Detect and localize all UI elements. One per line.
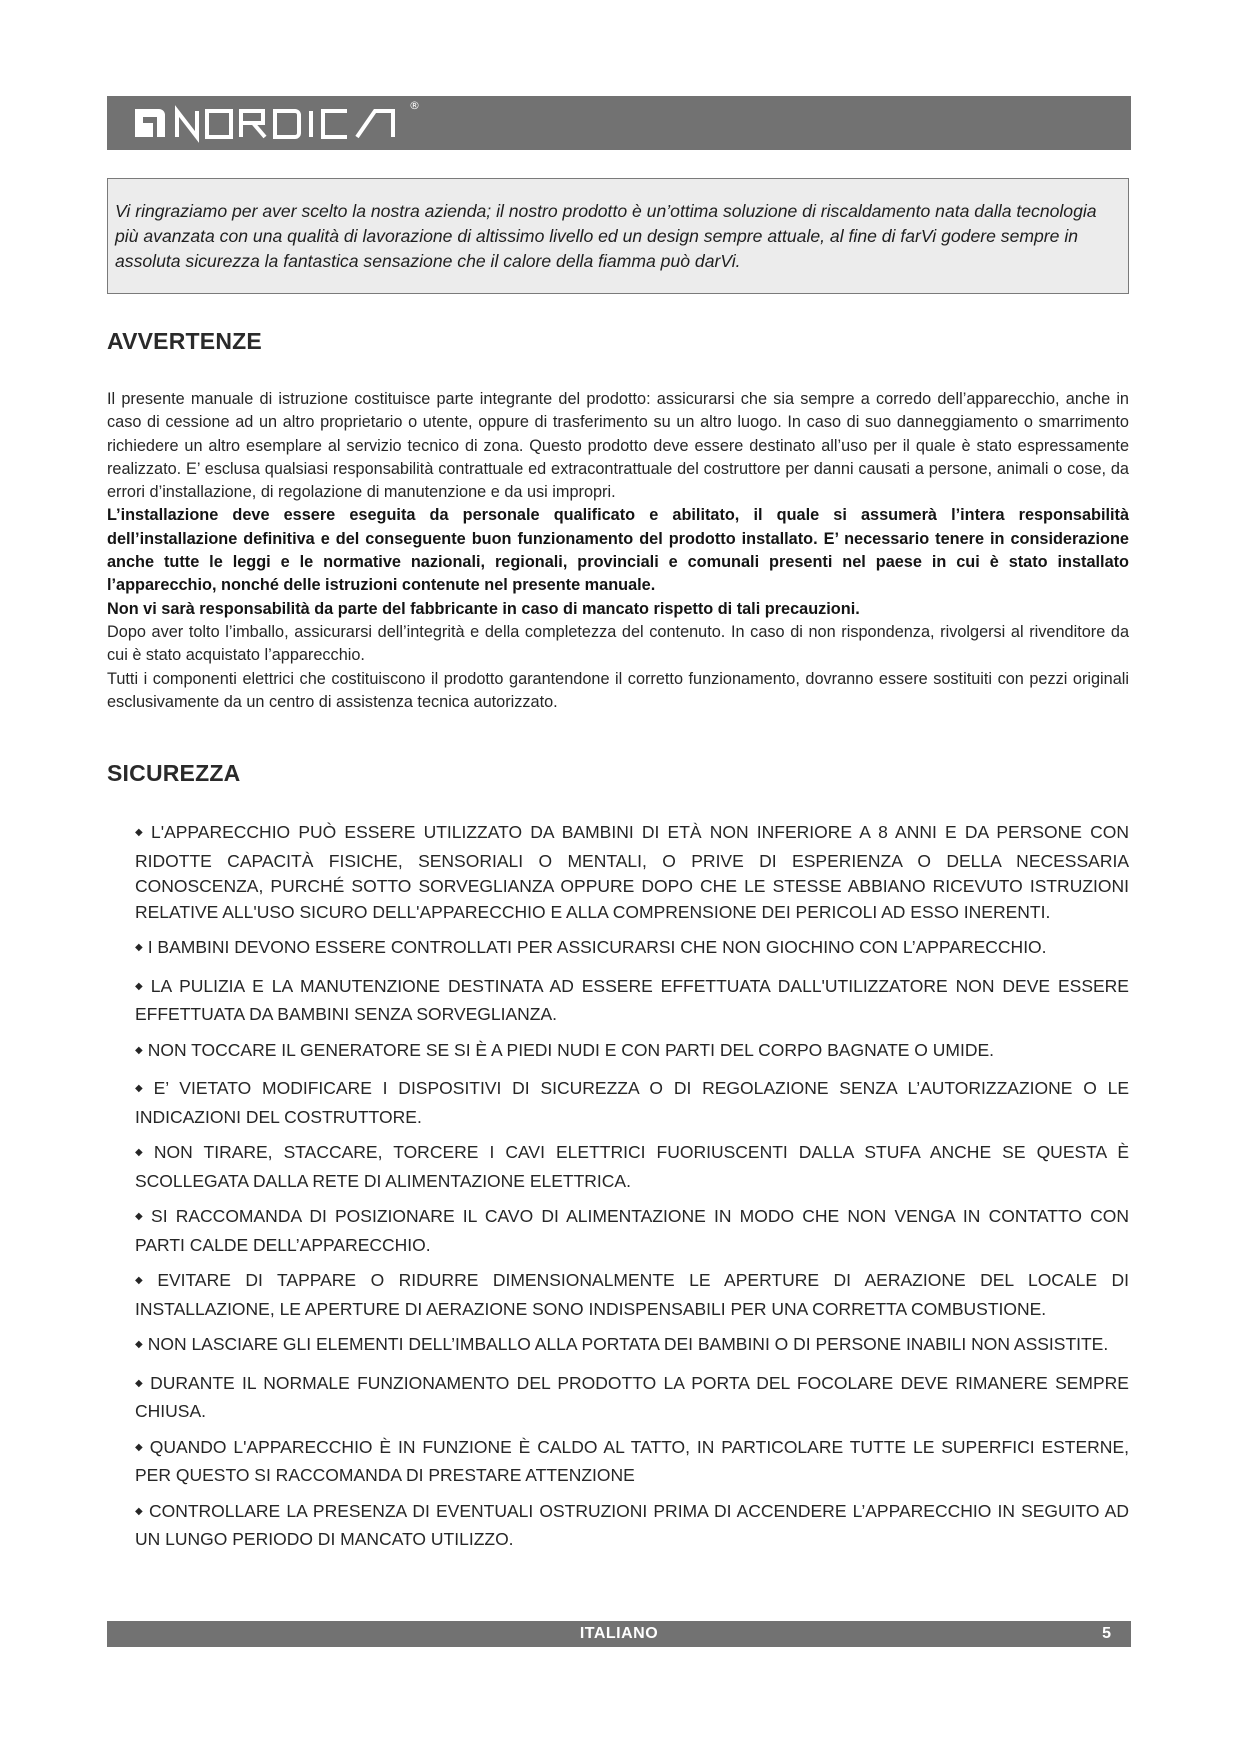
footer-language: ITALIANO: [579, 1625, 659, 1642]
safety-item: ◆ NON LASCIARE GLI ELEMENTI DELL’IMBALLO ALLA PORTATA DEI BAMBINI O DI PERSONE INABILI NON ASSISTITE.: [135, 1334, 1109, 1354]
avvertenze-liability-note: Non vi sarà responsabilità da parte del fabbricante in caso di mancato rispetto di tali precauzioni.: [107, 599, 860, 618]
avvertenze-body: [107, 388, 1129, 714]
diamond-bullet-icon: ◆: [135, 1147, 149, 1158]
diamond-bullet-icon: ◆: [135, 1377, 146, 1389]
safety-item: ◆ I BAMBINI DEVONO ESSERE CONTROLLATI PER ASSICURARSI CHE NON GIOCHINO CON L’APPARECCHIO.: [135, 937, 1047, 957]
safety-item: ◆ LA PULIZIA E LA MANUTENZIONE DESTINATA AD ESSERE EFFETTUATA DALL'UTILIZZATORE NON DEVE ESSERE EFFETTUATA DA BAMBINI SENZA SORVEGLIANZA.: [135, 975, 1129, 1024]
safety-item: ◆ SI RACCOMANDA DI POSIZIONARE IL CAVO DI ALIMENTAZIONE IN MODO CHE NON VENGA IN CONTATTO CON PARTI CALDE DELL’APPARECCHIO.: [135, 1206, 1129, 1255]
safety-item: ◆ QUANDO L'APPARECCHIO È IN FUNZIONE È CALDO AL TATTO, IN PARTICOLARE TUTTE LE SUPERFICI ESTERNE, PER QUESTO SI RACCOMANDA DI PRESTARE ATTENZIONE: [135, 1436, 1129, 1485]
footer-bar: [107, 1621, 1131, 1647]
diamond-bullet-icon: ◆: [135, 942, 143, 953]
page-number: 5: [1102, 1625, 1111, 1642]
intro-text: Vi ringraziamo per aver scelto la nostra azienda; il nostro prodotto è un’ottima soluzione di riscaldamento nata dalla tecnologia più avanzata con una qualità di lavorazione di altissimo livello ed un design sempre attuale, al fine di farVi godere sempre in assoluta sicurezza la fantastica sensazione che il calore della fiamma può darVi.: [115, 201, 1097, 271]
diamond-bullet-icon: ◆: [135, 827, 146, 838]
diamond-bullet-icon: ◆: [135, 1339, 143, 1350]
avvertenze-electrical-note: Tutti i componenti elettrici che costituiscono il prodotto garantendone il corretto funzionamento, dovranno essere sostituiti con pezzi originali esclusivamente da un centro di assistenza tecnica autorizzato.: [107, 669, 1129, 711]
diamond-bullet-icon: ◆: [135, 980, 146, 992]
safety-item: ◆ DURANTE IL NORMALE FUNZIONAMENTO DEL PRODOTTO LA PORTA DEL FOCOLARE DEVE RIMANERE SEMPRE CHIUSA.: [135, 1372, 1129, 1421]
avvertenze-installation-note: L’installazione deve essere eseguita da personale qualificato e abilitato, il quale si assumerà l’intera responsabilità dell’installazione definitiva e del conseguente buon funzionamento del prodotto installato. E’ necessario tenere in considerazione anche tutte le leggi e le normative nazionali, regionali, provinciali e comunali presenti nel paese in cui è stato installato l’apparecchio, nonché delle istruzioni contenute nel presente manuale.: [107, 506, 1129, 595]
sicurezza-heading: SICUREZZA: [107, 760, 241, 786]
diamond-bullet-icon: ◆: [135, 1505, 144, 1517]
safety-item: ◆ L'APPARECCHIO PUÒ ESSERE UTILIZZATO DA BAMBINI DI ETÀ NON INFERIORE A 8 ANNI E DA PERSONE CON RIDOTTE CAPACITÀ FISICHE, SENSORIALI O MENTALI, O PRIVE DI ESPERIENZA O DELLA NECESSARIA CONOSCENZA, PURCHÉ SOTTO SORVEGLIANZA OPPURE DOPO CHE LE STESSE ABBIANO RICEVUTO ISTRUZIONI RELATIVE ALL'USO SICURO DELL'APPARECCHIO E ALLA COMPRENSIONE DEI PERICOLI AD ESSO INERENTI.: [135, 822, 1129, 922]
avvertenze-paragraph: Il presente manuale di istruzione costituisce parte integrante del prodotto: assicurarsi che sia sempre a corredo dell’apparecchio, anche in caso di cessione ad un altro proprietario o utente, oppure di trasferimento su un altro luogo. In caso di suo danneggiamento o smarrimento richiedere un altro esemplare al servizio tecnico di zona. Questo prodotto deve essere destinato all’uso per il quale è stato espressamente realizzato. E’ esclusa qualsiasi responsabilità contrattuale ed extracontrattuale del costruttore per danni causati a persone, animali o cose, da errori d’installazione, di regolazione di manutenzione e da usi impropri.: [107, 390, 1129, 502]
safety-list: [135, 820, 1129, 1563]
la-nordica-logo: [133, 103, 413, 143]
avvertenze-unpacking-note: Dopo aver tolto l’imballo, assicurarsi dell’integrità e della completezza del contenuto. In caso di non rispondenza, rivolgersi al rivenditore da cui è stato acquistato l’apparecchio.: [107, 622, 1129, 665]
avvertenze-heading: AVVERTENZE: [107, 328, 262, 354]
safety-item: ◆ E’ VIETATO MODIFICARE I DISPOSITIVI DI SICUREZZA O DI REGOLAZIONE SENZA L’AUTORIZZAZIONE O LE INDICAZIONI DEL COSTRUTTORE.: [135, 1078, 1129, 1127]
safety-item: ◆ CONTROLLARE LA PRESENZA DI EVENTUALI OSTRUZIONI PRIMA DI ACCENDERE L’APPARECCHIO IN SEGUITO AD UN LUNGO PERIODO DI MANCATO UTILIZZO.: [135, 1500, 1129, 1549]
safety-item: ◆ NON TOCCARE IL GENERATORE SE SI È A PIEDI NUDI E CON PARTI DEL CORPO BAGNATE O UMIDE.: [135, 1039, 995, 1060]
registered-mark: ®: [409, 99, 420, 112]
diamond-bullet-icon: ◆: [135, 1211, 147, 1222]
safety-item: ◆ NON TIRARE, STACCARE, TORCERE I CAVI ELETTRICI FUORIUSCENTI DALLA STUFA ANCHE SE QUESTA È SCOLLEGATA DALLA RETE DI ALIMENTAZIONE ELETTRICA.: [135, 1142, 1129, 1191]
diamond-bullet-icon: ◆: [135, 1441, 145, 1453]
diamond-bullet-icon: ◆: [135, 1275, 153, 1286]
safety-item: ◆ EVITARE DI TAPPARE O RIDURRE DIMENSIONALMENTE LE APERTURE DI AERAZIONE DEL LOCALE DI INSTALLAZIONE, LE APERTURE DI AERAZIONE SONO INDISPENSABILI PER UNA CORRETTA COMBUSTIONE.: [135, 1270, 1129, 1319]
header-bar: [107, 96, 1131, 150]
diamond-bullet-icon: ◆: [135, 1044, 143, 1056]
intro-box: [107, 178, 1129, 294]
diamond-bullet-icon: ◆: [135, 1083, 149, 1094]
